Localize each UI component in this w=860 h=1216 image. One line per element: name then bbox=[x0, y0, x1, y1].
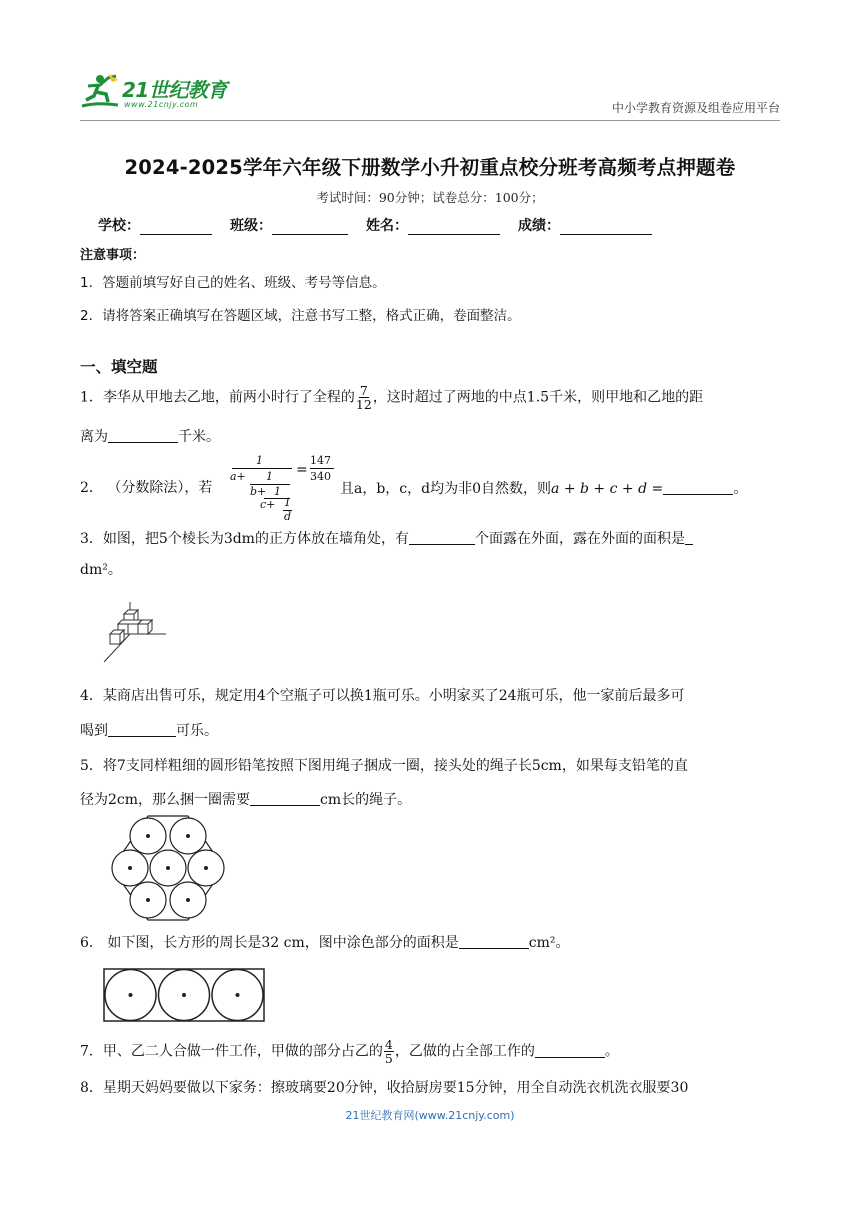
logo-text: 21世纪教育 bbox=[122, 78, 227, 102]
question-4: 4．某商店出售可乐，规定用4个空瓶子可以换1瓶可乐。小明家买了24瓶可乐，他一家前后最多可 bbox=[80, 688, 685, 704]
question-1: 1．李华从甲地去乙地，前两小时行了全程的 $\frac{7}{12}$ ，这时超过了两地的中点1.5千米，则甲地和乙地的距 bbox=[80, 383, 704, 413]
question-5: 5．将7支同样粗细的圆形铅笔按照下图用绳子捆成一圈，接头处的绳子长5cm，如果每支铅笔的直 bbox=[80, 758, 688, 774]
student-info-row bbox=[98, 215, 670, 235]
continued-fraction: 1 a+ 1 b+ 1 c+ 1 d = 147 340 bbox=[228, 452, 338, 522]
info-label: 班级： bbox=[230, 218, 272, 234]
notice-title: 注意事项： bbox=[80, 248, 146, 263]
footer-link[interactable]: 21世纪教育网(www.21cnjy.com) bbox=[345, 1109, 515, 1122]
answer-blank[interactable] bbox=[250, 791, 320, 806]
info-label: 姓名： bbox=[366, 218, 408, 234]
answer-blank[interactable] bbox=[535, 1043, 605, 1058]
question-2-rest: 且a，b，c，d均为非0自然数，则a + b + c + d = 。 bbox=[340, 481, 748, 497]
answer-blank[interactable] bbox=[459, 934, 529, 949]
school-blank[interactable] bbox=[140, 218, 212, 235]
rectangle-circles-figure bbox=[102, 966, 266, 1024]
class-blank[interactable] bbox=[272, 218, 348, 235]
answer-blank[interactable] bbox=[108, 428, 178, 443]
question-3: 3．如图，把5个棱长为3dm的正方体放在墙角处，有 个面露在外面，露在外面的面积是 bbox=[80, 530, 782, 548]
question-6: 6． 如下图，长方形的周长是32 cm，图中涂色部分的面积是 cm²。 bbox=[80, 935, 570, 951]
header-divider bbox=[80, 120, 780, 121]
answer-blank[interactable] bbox=[685, 530, 693, 545]
info-class bbox=[230, 215, 348, 235]
question-5-cont: 径为2cm，那么捆一圈需要 cm长的绳子。 bbox=[80, 792, 412, 808]
question-7: 7．甲、乙二人合做一件工作，甲做的部分占乙的 $\frac{4}{5}$ ，乙做的占全部工作的 。 bbox=[80, 1037, 619, 1067]
notice-item: 2．请将答案正确填写在答题区域，注意书写工整，格式正确，卷面整洁。 bbox=[80, 308, 521, 324]
info-name bbox=[366, 215, 500, 235]
question-2-lead: 2． （分数除法），若 bbox=[80, 480, 213, 496]
fraction: $\frac{7}{12}$ bbox=[355, 383, 372, 413]
answer-blank[interactable] bbox=[409, 530, 475, 545]
runner-logo-icon bbox=[78, 72, 122, 112]
pencil-bundle-figure bbox=[108, 814, 232, 924]
section-heading: 一、填空题 bbox=[80, 358, 158, 376]
score-blank[interactable] bbox=[560, 218, 652, 235]
logo bbox=[78, 70, 248, 116]
name-blank[interactable] bbox=[408, 218, 500, 235]
cube-corner-figure bbox=[100, 600, 172, 666]
logo-url: www.21cnjy.com bbox=[124, 100, 199, 109]
page-title: 2024-2025学年六年级下册数学小升初重点校分班考高频考点押题卷 bbox=[124, 156, 736, 179]
exam-subtitle: 考试时间：90分钟；试卷总分：100分； bbox=[316, 190, 544, 205]
info-label: 成绩： bbox=[518, 218, 560, 234]
question-4-cont: 喝到 可乐。 bbox=[80, 723, 218, 739]
info-score bbox=[518, 215, 652, 235]
fraction: $\frac{4}{5}$ bbox=[384, 1037, 393, 1067]
question-3-cont: dm²。 bbox=[80, 562, 122, 578]
question-1-cont: 离为 千米。 bbox=[80, 429, 220, 445]
answer-blank[interactable] bbox=[663, 480, 733, 495]
answer-blank[interactable] bbox=[108, 722, 176, 737]
question-8: 8．星期天妈妈要做以下家务：擦玻璃要20分钟，收拾厨房要15分钟，用全自动洗衣机洗衣服要30 bbox=[80, 1080, 689, 1096]
info-school bbox=[98, 215, 212, 235]
notice-item: 1．答题前填写好自己的姓名、班级、考号等信息。 bbox=[80, 275, 386, 291]
platform-label: 中小学教育资源及组卷应用平台 bbox=[611, 101, 780, 115]
info-label: 学校： bbox=[98, 218, 140, 234]
